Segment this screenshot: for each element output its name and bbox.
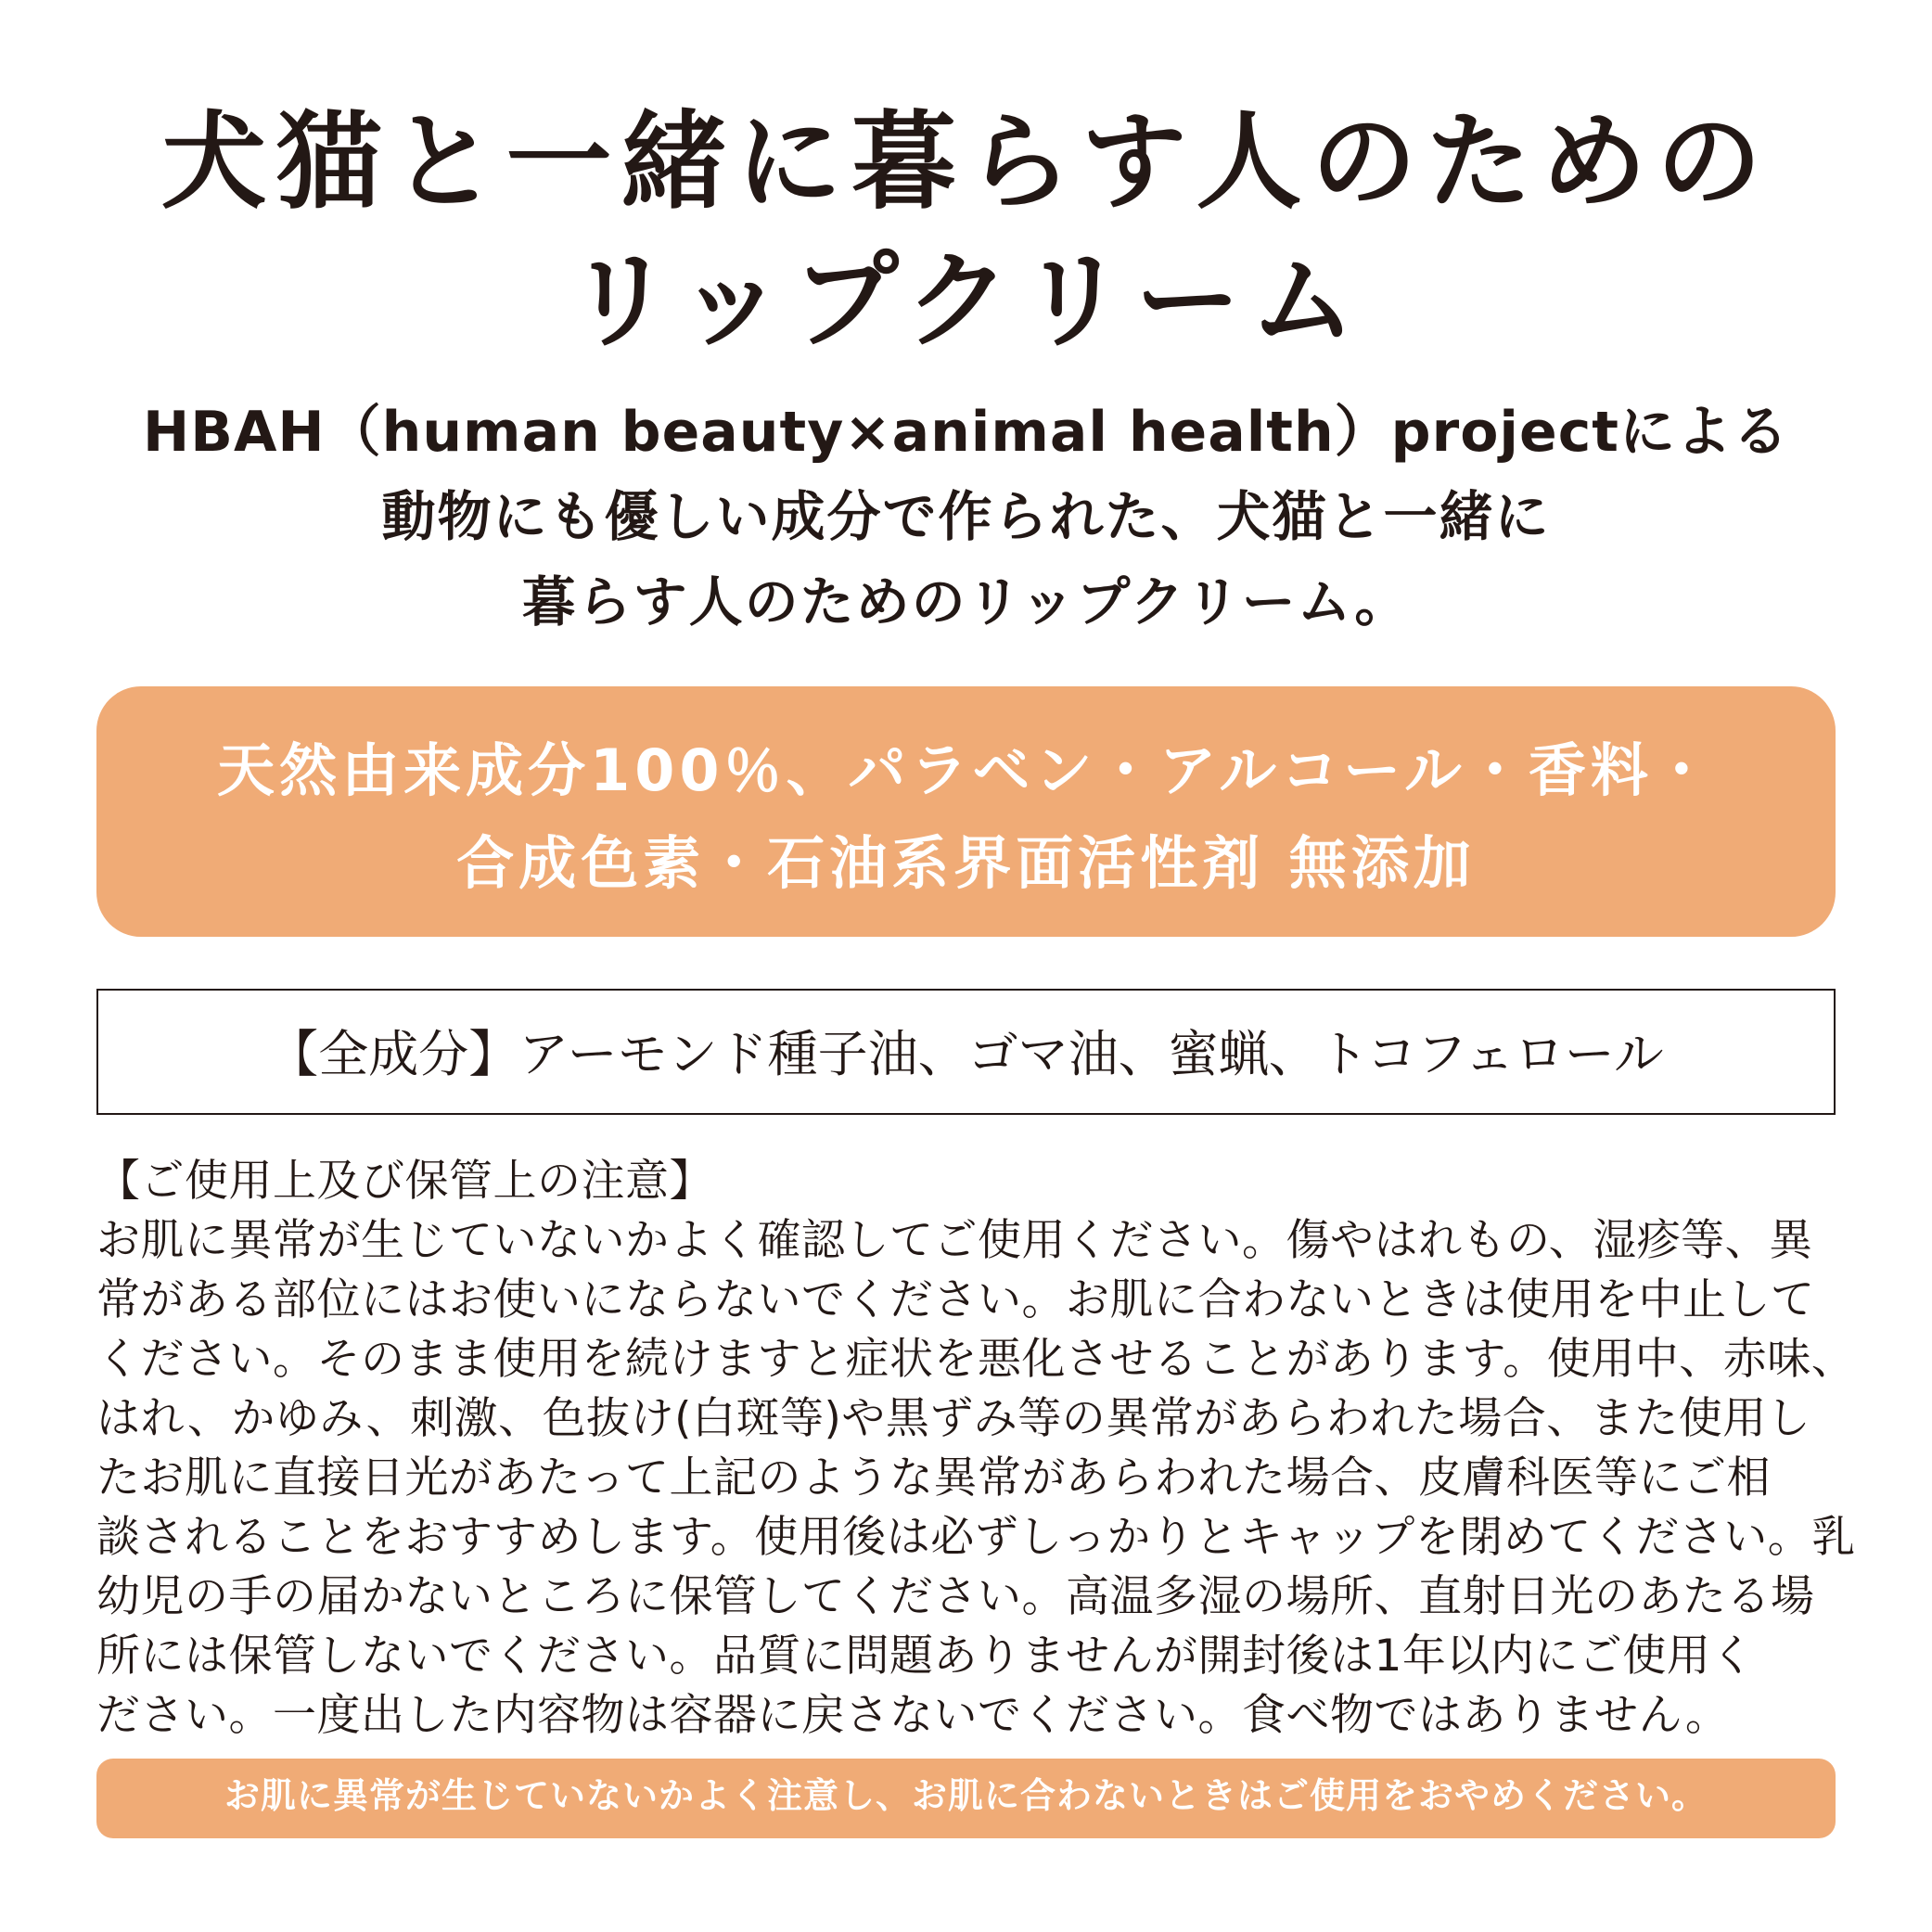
ingredients-text: 【全成分】アーモンド種子油、ゴマ油、蜜蝋、トコフェロール: [268, 1025, 1664, 1083]
caution-line: 談されることをおすすめします。使用後は必ずしっかりとキャップを閉めてください。乳: [96, 1512, 1856, 1563]
additive-free-line-2: 合成色素・石油系界面活性剤 無添加: [456, 829, 1476, 897]
intro-text-line-2: 動物にも優しい成分で作られた、犬猫と一緒に: [381, 485, 1551, 548]
intro-text-line-1: HBAH（human beauty×animal health）projectによる: [143, 400, 1789, 465]
additive-free-line-1: 天然由来成分100％、パラベン・アルコール・香料・: [217, 736, 1715, 804]
warning-footer-banner: [96, 1759, 1836, 1838]
caution-line: 常がある部位にはお使いにならないでください。お肌に合わないときは使用を中止して: [96, 1274, 1815, 1325]
caution-line: 幼児の手の届かないところに保管してください。高温多湿の場所、直射日光のあたる場: [96, 1571, 1815, 1622]
ingredients-box: [96, 989, 1836, 1115]
caution-line: たお肌に直接日光があたって上記のような異常があらわれた場合、皮膚科医等にご相: [96, 1452, 1771, 1503]
page-title-line-1: 犬猫と一緒に暮らす人のための: [160, 100, 1772, 224]
caution-line: はれ、かゆみ、刺激、色抜け(白斑等)や黒ずみ等の異常があらわれた場合、また使用し: [96, 1393, 1811, 1444]
caution-line: ください。そのまま使用を続けますと症状を悪化させることがあります。使用中、赤味、: [96, 1334, 1856, 1385]
warning-footer-text: お肌に異常が生じていないかよく注意し、お肌に合わないときはご使用をおやめください。: [224, 1775, 1708, 1816]
additive-free-banner: [96, 686, 1836, 937]
caution-line: お肌に異常が生じていないかよく確認してご使用ください。傷やはれもの、湿疹等、異: [96, 1215, 1813, 1266]
page-title-line-2: リップクリーム: [567, 239, 1365, 363]
caution-heading: 【ご使用上及び保管上の注意】: [96, 1156, 713, 1207]
caution-line: 所には保管しないでください。品質に問題ありませんが開封後は1年以内にご使用く: [96, 1631, 1755, 1682]
caution-line: ださい。一度出した内容物は容器に戻さないでください。食べ物ではありません。: [96, 1690, 1730, 1741]
intro-text-line-3: 暮らす人のためのリップクリーム。: [521, 570, 1411, 633]
